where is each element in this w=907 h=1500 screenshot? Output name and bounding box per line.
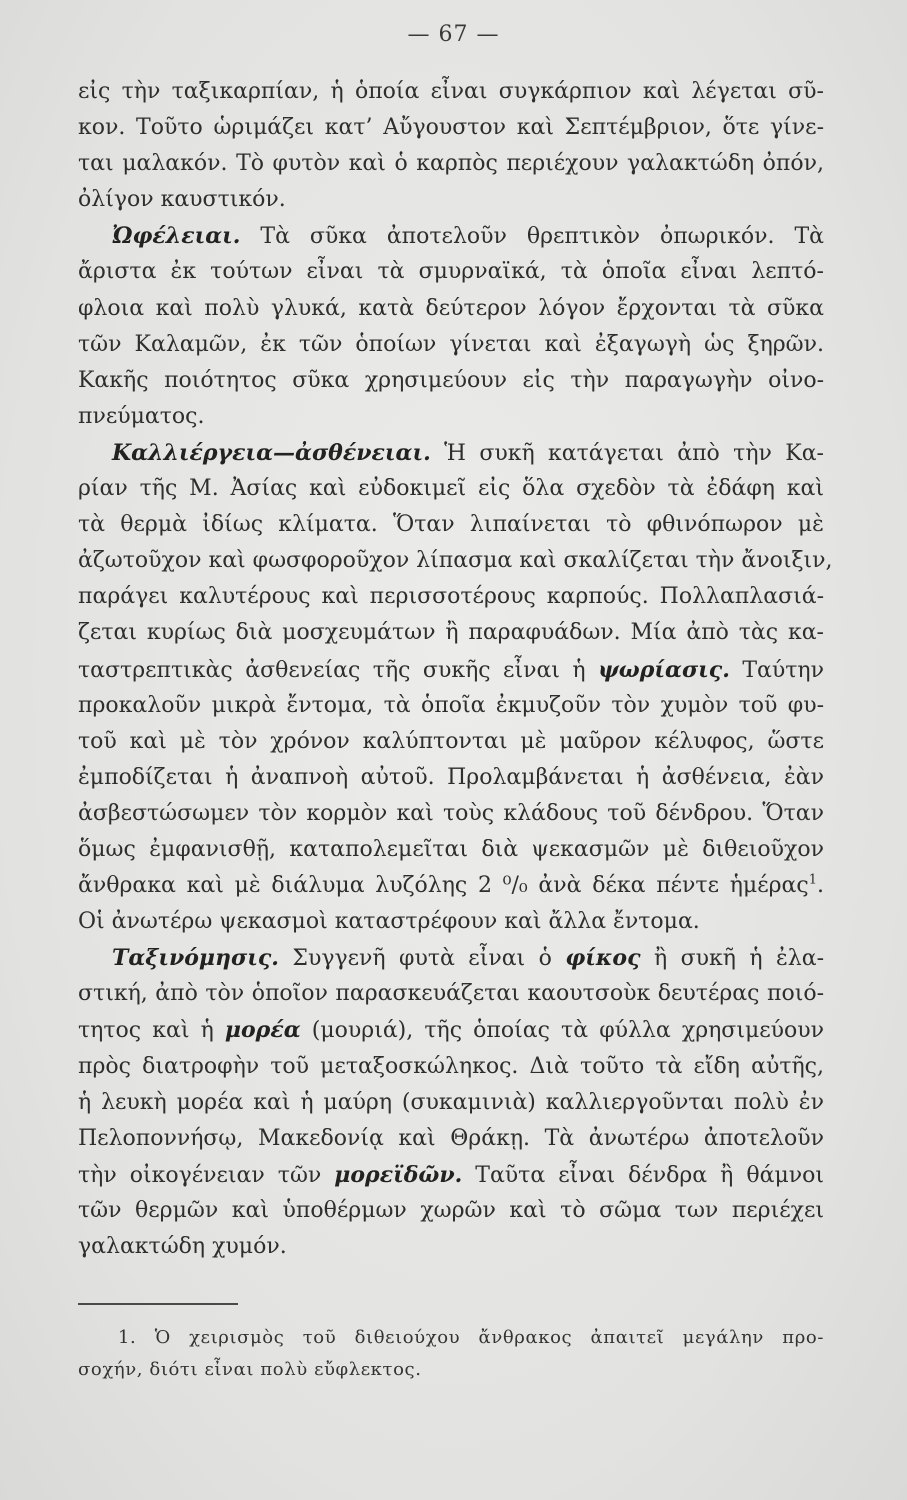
text-line: ται μαλακόν. Τὸ φυτὸν καὶ ὁ καρπὸς περιέχουν γαλακτώδη ὀπόν,	[78, 151, 824, 177]
text-span: Συγγενῆ φυτὰ εἶναι ὁ	[292, 946, 552, 972]
text-line: ρίαν τῆς Μ. Ἀσίας καὶ εὐδοκιμεῖ εἰς ὅλα σχεδὸν τὰ ἐδάφη καὶ	[78, 476, 824, 502]
paragraph-benefits	[78, 218, 824, 435]
text-span: ἢ συκῆ ἡ ἐλα-	[653, 946, 825, 972]
term-ficus: φίκος	[565, 945, 641, 972]
text-line: ἐμποδίζεται ἡ ἀναπνοὴ αὐτοῦ. Προλαμβάνεται ἡ ἀσθένεια, ἐὰν	[78, 764, 824, 790]
text-span: (μουριά), τῆς ὁποίας τὰ φύλλα χρησιμεύουν	[311, 1018, 825, 1044]
section-heading-benefits: Ὠφέλειαι.	[112, 223, 241, 250]
footnote-line: 1. Ὁ χειρισμὸς τοῦ διθειούχου ἄνθρακος ἀπαιτεῖ μεγάλην προ-	[118, 1327, 824, 1348]
text-span: τὴν οἰκογένειαν τῶν	[78, 1162, 322, 1188]
text-span: Τὰ σῦκα ἀποτελοῦν θρεπτικὸν ὀπωρικόν. Τὰ	[260, 224, 825, 250]
text-line: πνεύματος.	[78, 403, 205, 429]
paragraph-intro	[78, 74, 824, 218]
page-number: — 67 —	[407, 22, 500, 47]
text-span: .	[817, 873, 824, 899]
text-line: κον. Τοῦτο ὡριμάζει κατ’ Αὔγουστον καὶ Σεπτέμβριον, ὅτε γίνε-	[78, 115, 824, 141]
section-heading-cultivation: Καλλιέργεια—ἀσθένειαι.	[112, 439, 431, 466]
text-line: τῶν θερμῶν καὶ ὑποθέρμων χωρῶν καὶ τὸ σῶμα των περιέχει	[78, 1197, 824, 1223]
paragraph-taxonomy	[78, 940, 824, 1265]
text-line	[78, 1157, 824, 1193]
text-line: στική, ἀπὸ τὸν ὁποῖον παρασκευάζεται καουτσοὺκ δευτέρας ποιό-	[78, 981, 824, 1007]
text-line: τοῦ καὶ μὲ τὸν χρόνον καλύπτονται μὲ μαῦρον κέλυφος, ὥστε	[78, 728, 824, 754]
text-span: Ταῦτα εἶναι δένδρα ἢ θάμνοι	[475, 1162, 824, 1188]
section-heading-taxonomy: Ταξινόμησις.	[112, 945, 279, 972]
text-line	[78, 940, 824, 976]
text-line: ἀζωτοῦχον καὶ φωσφοροῦχον λίπασμα καὶ σκαλίζεται τὴν ἄνοιξιν,	[78, 548, 833, 574]
text-line: ὅμως ἐμφανισθῇ, καταπολεμεῖται διὰ ψεκασμῶν μὲ διθειοῦχον	[78, 836, 824, 862]
body-text	[78, 74, 833, 1265]
text-line: Πελοποννήσῳ, Μακεδονίᾳ καὶ Θράκῃ. Τὰ ἀνωτέρω ἀποτελοῦν	[78, 1125, 824, 1151]
footnote-marker: 1	[808, 872, 817, 888]
text-line: φλοια καὶ πολὺ γλυκά, κατὰ δεύτερον λόγον ἔρχονται τὰ σῦκα	[78, 295, 824, 321]
footnote	[78, 1322, 824, 1386]
paragraph-cultivation	[78, 435, 833, 940]
text-line: τὰ θερμὰ ἰδίως κλίματα. Ὅταν λιπαίνεται τὸ φθινόπωρον μὲ	[78, 512, 824, 538]
text-line: εἰς τὴν ταξικαρπίαν, ἡ ὁποία εἶναι συγκάρπιον καὶ λέγεται σῦ-	[78, 79, 824, 104]
term-moreidon: μορεϊδῶν.	[334, 1161, 463, 1188]
text-line: παράγει καλυτέρους καὶ περισσοτέρους καρπούς. Πολλαπλασιά-	[78, 584, 824, 610]
text-line	[78, 218, 824, 254]
text-span: τητος καὶ ἡ	[78, 1018, 214, 1044]
text-span: ἄνθρακα καὶ μὲ διάλυμα λυζόλης 2 ⁰/₀ ἀνὰ δέκα πέντε ἡμέρας	[78, 873, 809, 899]
term-morea: μορέα	[224, 1017, 301, 1044]
term-psoriasis: ψωρίασις.	[598, 656, 730, 683]
text-line: τῶν Καλαμῶν, ἐκ τῶν ὁποίων γίνεται καὶ ἐξαγωγὴ ὡς ξηρῶν.	[78, 331, 824, 357]
text-line	[78, 435, 824, 471]
text-line: Οἱ ἀνωτέρω ψεκασμοὶ καταστρέφουν καὶ ἄλλα ἔντομα.	[78, 909, 700, 935]
text-line	[78, 868, 824, 904]
text-span: ταστρεπτικὰς ἀσθενείας τῆς συκῆς εἶναι ἡ	[78, 657, 586, 683]
text-line: πρὸς διατροφὴν τοῦ μεταξοσκώληκος. Διὰ τοῦτο τὰ εἴδη αὐτῆς,	[78, 1053, 824, 1079]
text-line: ἀσβεστώσωμεν τὸν κορμὸν καὶ τοὺς κλάδους τοῦ δένδρου. Ὅταν	[78, 800, 824, 826]
text-span: Ταύτην	[742, 657, 824, 683]
footnote-line: σοχήν, διότι εἶναι πολὺ εὔφλεκτος.	[78, 1359, 422, 1380]
text-line: ὀλίγον καυστικόν.	[78, 187, 286, 213]
text-span: Ἡ συκῆ κατάγεται ἀπὸ τὴν Κα-	[444, 440, 824, 466]
text-line: προκαλοῦν μικρὰ ἔντομα, τὰ ὁποῖα ἐκμυζοῦν τὸν χυμὸν τοῦ φυ-	[78, 692, 824, 718]
text-line	[78, 652, 824, 688]
text-line	[78, 1012, 824, 1048]
text-line: Κακῆς ποιότητος σῦκα χρησιμεύουν εἰς τὴν παραγωγὴν οἰνο-	[78, 367, 824, 393]
footnote-divider	[78, 1303, 238, 1305]
text-line: ἄριστα ἐκ τούτων εἶναι τὰ σμυρναϊκά, τὰ ὁποῖα εἶναι λεπτό-	[78, 259, 824, 285]
text-line: γαλακτώδη χυμόν.	[78, 1234, 287, 1259]
text-line: ἡ λευκὴ μορέα καὶ ἡ μαύρη (συκαμινιὰ) καλλιεργοῦνται πολὺ ἐν	[78, 1089, 824, 1115]
text-line: ζεται κυρίως διὰ μοσχευμάτων ἢ παραφυάδων. Μία ἀπὸ τὰς κα-	[78, 620, 824, 646]
